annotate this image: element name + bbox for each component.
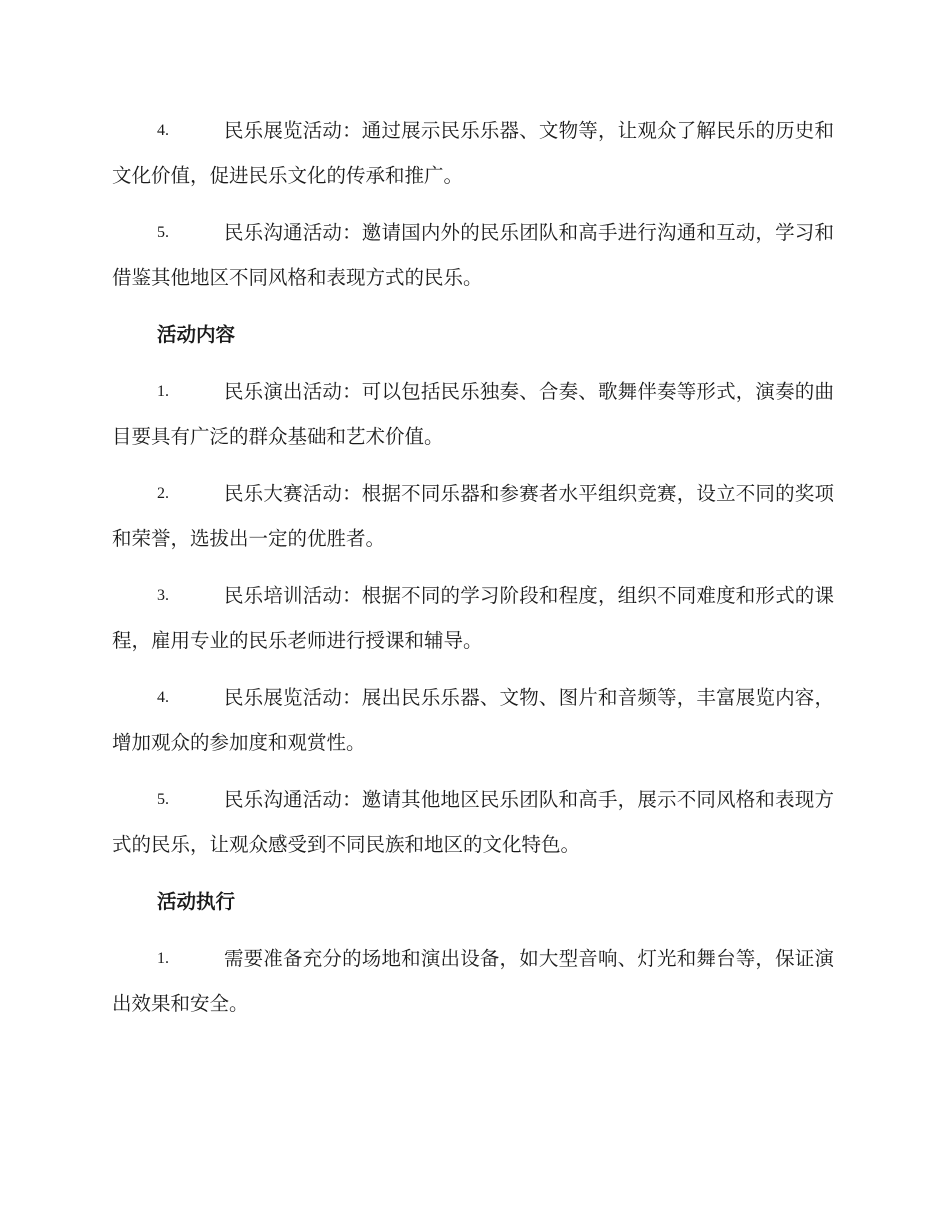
list-item-text: 民乐沟通活动：邀请其他地区民乐团队和高手，展示不同风格和表现方式的民乐，让观众感受到不同民族和地区的文化特色。	[112, 788, 834, 856]
list-item-text: 民乐展览活动：通过展示民乐乐器、文物等，让观众了解民乐的历史和文化价值，促进民乐文化的传承和推广。	[112, 119, 834, 187]
list-item	[112, 108, 834, 198]
list-item-number: 1.	[157, 950, 169, 967]
list-item	[112, 675, 834, 765]
list-item-number: 4.	[157, 689, 169, 706]
list-item	[112, 573, 834, 663]
list-item	[112, 936, 834, 1026]
list-item-text: 民乐培训活动：根据不同的学习阶段和程度，组织不同难度和形式的课程，雇用专业的民乐老师进行授课和辅导。	[112, 584, 834, 652]
list-item	[112, 210, 834, 300]
list-item-text: 民乐展览活动：展出民乐乐器、文物、图片和音频等，丰富展览内容，增加观众的参加度和观赏性。	[112, 686, 834, 754]
list-item	[112, 777, 834, 867]
list-item	[112, 471, 834, 561]
section-heading-content: 活动内容	[157, 323, 236, 346]
section-heading-execution: 活动执行	[157, 890, 236, 913]
list-item-number: 5.	[157, 224, 169, 241]
list-item-number: 2.	[157, 485, 169, 502]
list-item-number: 5.	[157, 791, 169, 808]
list-item-number: 4.	[157, 122, 169, 139]
list-item-text: 需要准备充分的场地和演出设备，如大型音响、灯光和舞台等，保证演出效果和安全。	[112, 947, 834, 1015]
list-item-text: 民乐沟通活动：邀请国内外的民乐团队和高手进行沟通和互动，学习和借鉴其他地区不同风格和表现方式的民乐。	[112, 221, 834, 289]
list-item-text: 民乐演出活动：可以包括民乐独奏、合奏、歌舞伴奏等形式，演奏的曲目要具有广泛的群众基础和艺术价值。	[112, 380, 834, 448]
list-item-text: 民乐大赛活动：根据不同乐器和参赛者水平组织竞赛，设立不同的奖项和荣誉，选拔出一定的优胜者。	[112, 482, 834, 550]
document-page	[112, 108, 834, 1038]
list-item	[112, 369, 834, 459]
list-item-number: 3.	[157, 587, 169, 604]
list-item-number: 1.	[157, 383, 169, 400]
